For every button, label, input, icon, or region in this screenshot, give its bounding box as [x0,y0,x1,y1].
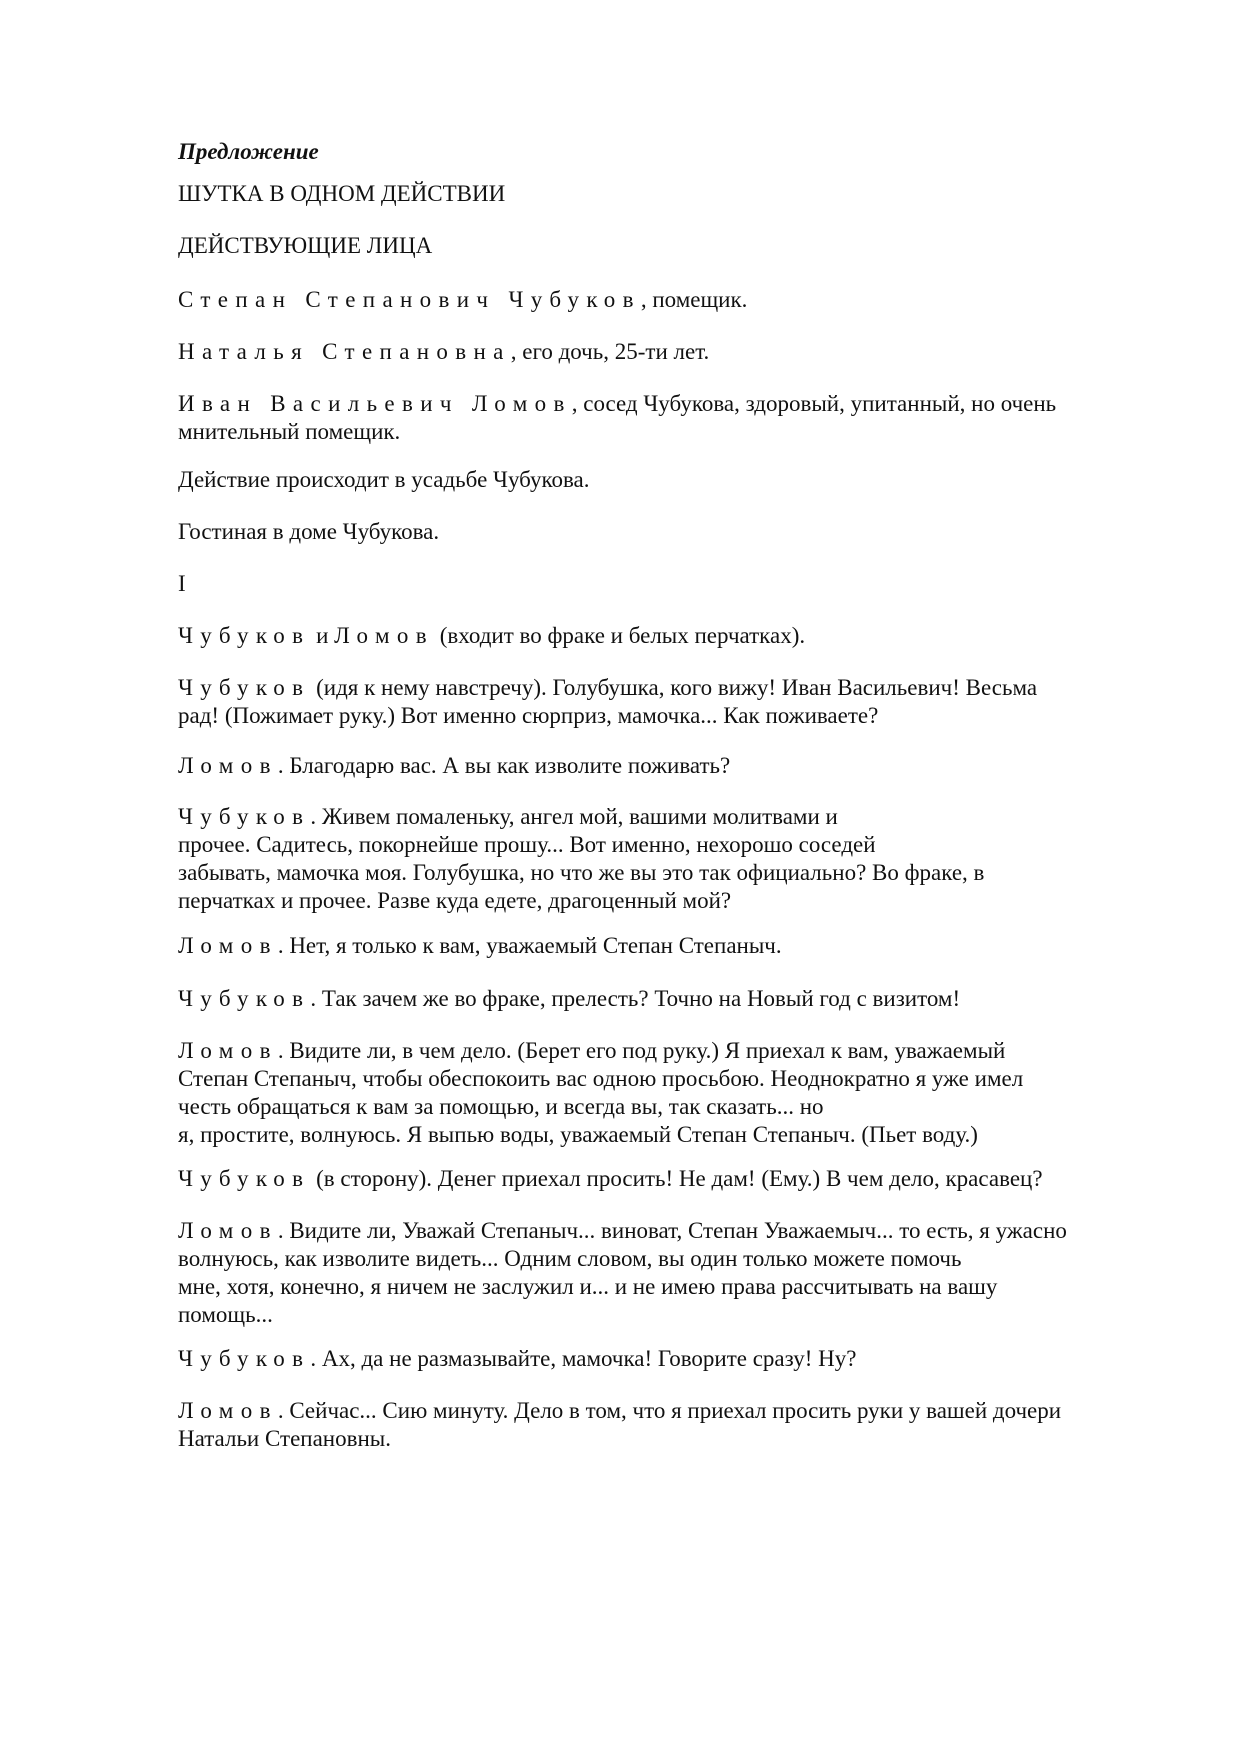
speech-text: . Сейчас... Сию минуту. Дело в том, что я приехал просить руки у вашей дочери [277,1398,1062,1423]
scene-number: I [178,571,186,596]
dialogue-line [178,1345,1178,1373]
speech-text: . Видите ли, Уважай Степаныч... виноват, Степан Уважаемыч... то есть, я ужасно [277,1218,1067,1243]
speech-text: Степан Степаныч, чтобы обеспокоить вас одною просьбою. Неоднократно я уже имел [178,1066,1024,1091]
cast-entry [178,338,1178,366]
speech-text: (идя к нему навстречу). Голубушка, кого вижу! Иван Васильевич! Весьма [310,675,1038,700]
speech-text: . Благодарю вас. А вы как изволите поживать? [277,753,731,778]
speech-text: волнуюсь, как изволите видеть... Одним словом, вы один только можете помочь [178,1246,962,1271]
speaker-name: Чубуков [178,623,311,648]
speaker-name: Ломов [178,933,278,958]
play-subtitle: ШУТКА В ОДНОМ ДЕЙСТВИИ [178,181,506,206]
character-name: Иван Васильевич Ломов [178,391,572,416]
play-title: Предложение [178,139,319,164]
dialogue-line [178,1165,1178,1193]
speech-text: мне, хотя, конечно, я ничем не заслужил и... и не имею права рассчитывать на вашу [178,1274,998,1299]
speech-text: забывать, мамочка моя. Голубушка, но что же вы это так официально? Во фраке, в [178,860,985,885]
speaker-name: Ломов [178,1218,278,1243]
setting-text: Действие происходит в усадьбе Чубукова. [178,467,590,492]
speech-text: честь обращаться к вам за помощью, и всегда вы, так сказать... но [178,1094,824,1119]
speaker-name: Ломов [178,753,278,778]
dialogue-line [178,985,1178,1013]
speaker-name: Чубуков [178,986,311,1011]
speech-text: прочее. Садитесь, покорнейше прошу... Вот именно, нехорошо соседей [178,832,876,857]
dialogue-line [178,1217,1178,1329]
speech-text: помощь... [178,1302,273,1327]
stage-text: (входит во фраке и белых перчатках). [433,623,806,648]
cast-entry [178,286,1178,314]
speech-text: . Ах, да не размазывайте, мамочка! Говорите сразу! Ну? [310,1346,857,1371]
speech-text: перчатках и прочее. Разве куда едете, драгоценный мой? [178,888,732,913]
stage-entry [178,622,1178,650]
dialogue-line [178,1397,1178,1453]
character-name: Степан Степанович Чубуков [178,287,641,312]
speaker-name: Чубуков [178,675,311,700]
cast-entry [178,390,1178,446]
speaker-name: Ломов [178,1038,278,1063]
character-desc: , помещик. [640,287,748,312]
character-desc: , его дочь, 25-ти лет. [510,339,710,364]
stage-connector: и [310,623,335,648]
speaker-name: Ломов [334,623,434,648]
location-text: Гостиная в доме Чубукова. [178,519,440,544]
speech-text: я, простите, волнуюсь. Я выпью воды, уважаемый Степан Степаныч. (Пьет воду.) [178,1122,978,1147]
dialogue-line [178,932,1178,960]
speech-text: . Видите ли, в чем дело. (Берет его под руку.) Я приехал к вам, уважаемый [277,1038,1006,1063]
character-desc: , сосед Чубукова, здоровый, упитанный, но очень [571,391,1057,416]
speaker-name: Чубуков [178,1346,311,1371]
speaker-name: Чубуков [178,804,311,829]
speech-text: рад! (Пожимает руку.) Вот именно сюрприз, мамочка... Как поживаете? [178,703,879,728]
speaker-name: Ломов [178,1398,278,1423]
speech-text: Натальи Степановны. [178,1426,391,1451]
speech-text: . Живем помаленьку, ангел мой, вашими молитвами и [310,804,838,829]
character-name: Наталья Степановна [178,339,511,364]
cast-heading: ДЕЙСТВУЮЩИЕ ЛИЦА [178,233,433,258]
speech-text: . Так зачем же во фраке, прелесть? Точно на Новый год с визитом! [310,986,961,1011]
character-desc-cont: мнительный помещик. [178,419,401,444]
dialogue-line [178,803,1178,915]
dialogue-line [178,674,1178,730]
dialogue-line [178,1037,1178,1149]
speech-text: (в сторону). Денег приехал просить! Не дам! (Ему.) В чем дело, красавец? [310,1166,1043,1191]
dialogue-line [178,752,1178,780]
speaker-name: Чубуков [178,1166,311,1191]
speech-text: . Нет, я только к вам, уважаемый Степан Степаныч. [277,933,782,958]
